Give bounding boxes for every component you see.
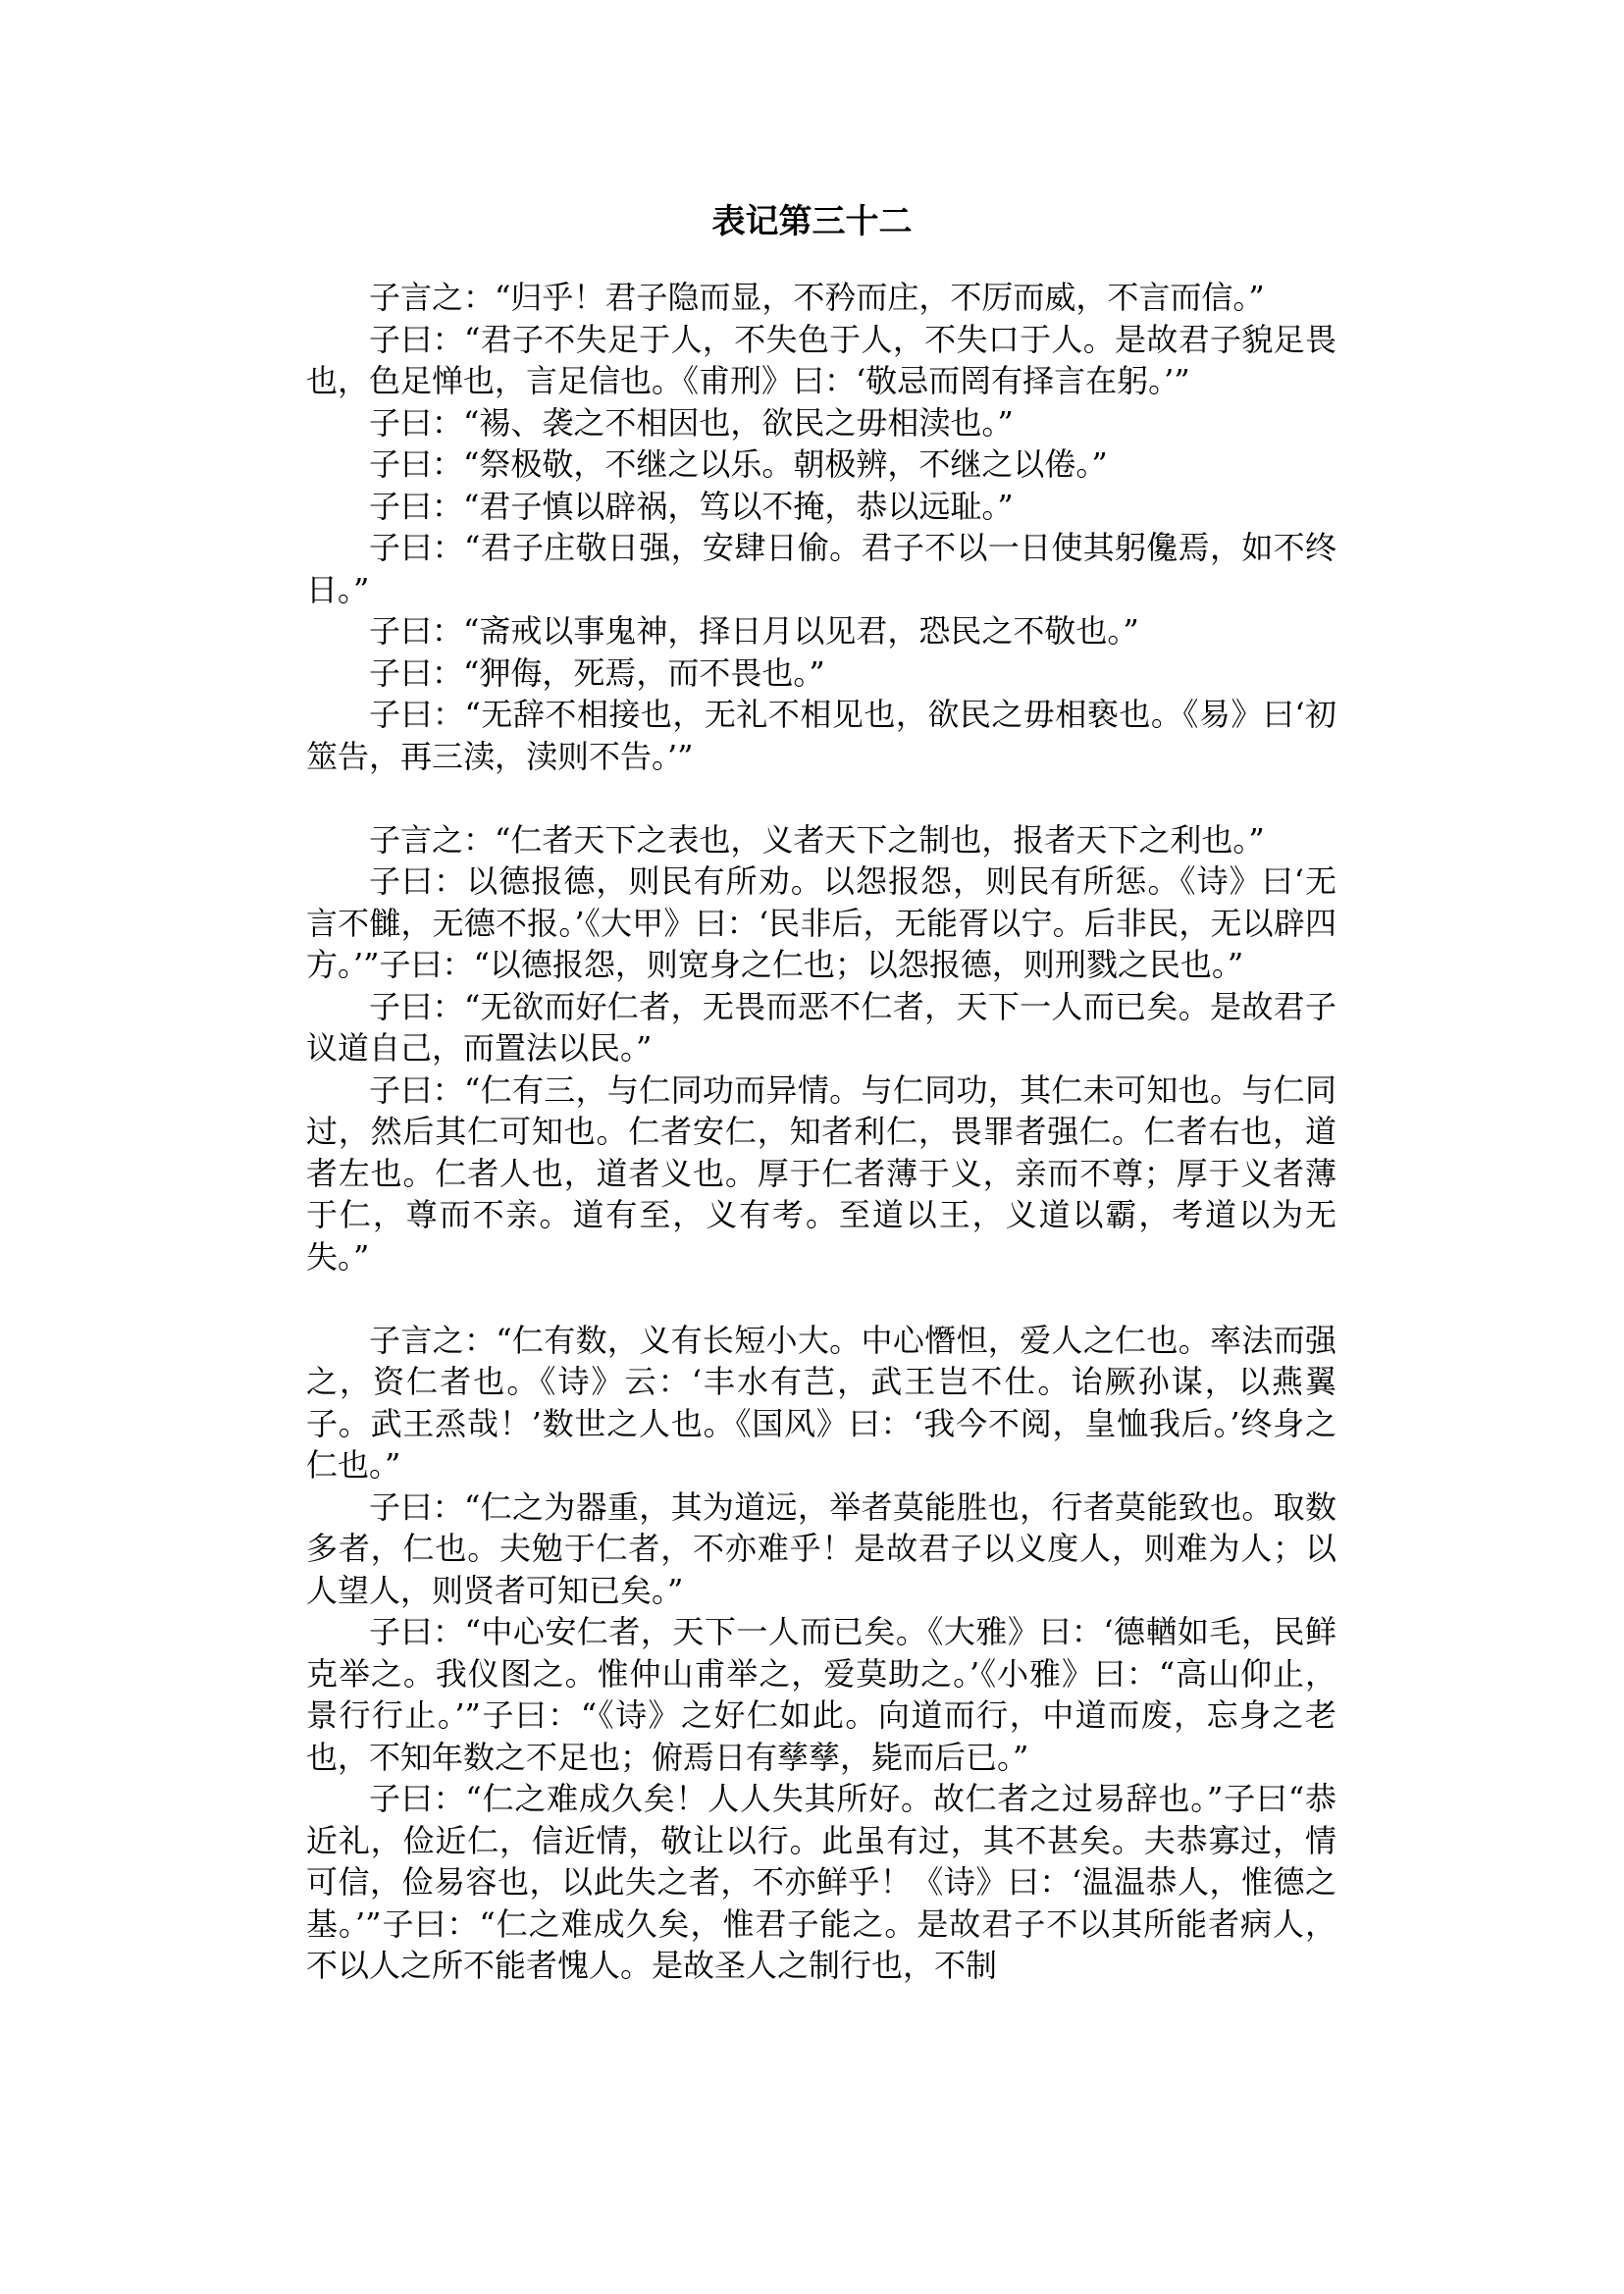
paragraph: 子曰：“中心安仁者，天下一人而已矣。《大雅》曰：‘德輶如毛，民鲜克举之。我仪图之。惟仲山甫举之，爱莫助之。’《小雅》曰：“高山仰止，景行行止。’”子曰：“《诗》之好仁如此。向道而行，中道而废，忘身之老也，不知年数之不足也；俯焉日有孳孳，毙而后已。” xyxy=(306,1613,1336,1776)
document-body xyxy=(306,277,1336,1987)
paragraph: 子曰：“无欲而好仁者，无畏而恶不仁者，天下一人而已矣。是故君子议道自己，而置法以民。” xyxy=(306,987,1336,1067)
paragraph: 子曰：“狎侮，死焉，而不畏也。” xyxy=(369,653,825,692)
paragraph: 子曰：以德报德，则民有所劝。以怨报怨，则民有所惩。《诗》曰‘无言不雠，无德不报。’《大甲》曰：‘民非后，无能胥以宁。后非民，无以辟四方。’”子曰：“以德报怨，则宽身之仁也；以怨报德，则刑戮之民也。” xyxy=(306,862,1336,983)
page-title: 表记第三十二 xyxy=(711,202,913,241)
paragraph: 子言之：“仁者天下之表也，义者天下之制也，报者天下之利也。” xyxy=(369,820,1265,859)
paragraph: 子曰：“祭极敬，不继之以乐。朝极辨，不继之以倦。” xyxy=(369,445,1108,483)
paragraph: 子曰：“仁之难成久矣！人人失其所好。故仁者之过易辞也。”子曰“恭近礼，俭近仁，信近情，敬让以行。此虽有过，其不甚矣。夫恭寡过，情可信，俭易容也，以此失之者，不亦鲜乎！《诗》曰：‘温温恭人，惟德之基。’”子曰：“仁之难成久矣，惟君子能之。是故君子不以其所能者病人，不以人之所不能者愧人。是故圣人之制行也，不制 xyxy=(306,1780,1336,1984)
paragraph: 子曰：“裼、袭之不相因也，欲民之毋相渎也。” xyxy=(369,403,1014,442)
paragraph: 子言之：“归乎！君子隐而显，不矜而庄，不厉而威，不言而信。” xyxy=(369,279,1265,316)
section-gap xyxy=(306,1277,1336,1320)
paragraph: 子曰：“无辞不相接也，无礼不相见也，欲民之毋相亵也。《易》曰‘初筮告，再三渎，渎则不告。’” xyxy=(306,696,1336,775)
paragraph: 子曰：“仁有三，与仁同功而异情。与仁同功，其仁未可知也。与仁同过，然后其仁可知也。仁者安仁，知者利仁，畏罪者强仁。仁者右也，道者左也。仁者人也，道者义也。厚于仁者薄于义，亲而不尊；厚于义者薄于仁，尊而不亲。道有至，义有考。至道以王，义道以霸，考道以为无失。” xyxy=(306,1070,1336,1276)
paragraph: 子曰：“君子庄敬日强，安肆日偷。君子不以一日使其躬儳焉，如不终日。” xyxy=(306,529,1336,608)
paragraph: 子曰：“君子慎以辟祸，笃以不掩，恭以远耻。” xyxy=(369,487,1014,525)
paragraph: 子曰：“斋戒以事鬼神，择日月以见君，恐民之不敬也。” xyxy=(369,612,1139,650)
paragraph: 子言之：“仁有数，义有长短小大。中心憯怛，爱人之仁也。率法而强之，资仁者也。《诗》云：‘丰水有芑，武王岂不仕。诒厥孙谋，以燕翼子。武王烝哉！’数世之人也。《国风》曰：‘我今不阅，皇恤我后。’终身之仁也。” xyxy=(306,1321,1336,1484)
paragraph: 子曰：“君子不失足于人，不失色于人，不失口于人。是故君子貌足畏也，色足惮也，言足信也。《甫刑》曰：‘敬忌而罔有择言在躬。’” xyxy=(306,320,1336,399)
section-gap xyxy=(306,777,1336,819)
paragraph: 子曰：“仁之为器重，其为道远，举者莫能胜也，行者莫能致也。取数多者，仁也。夫勉于仁者，不亦难乎！是故君子以义度人，则难为人；以人望人，则贤者可知已矣。” xyxy=(306,1487,1336,1609)
